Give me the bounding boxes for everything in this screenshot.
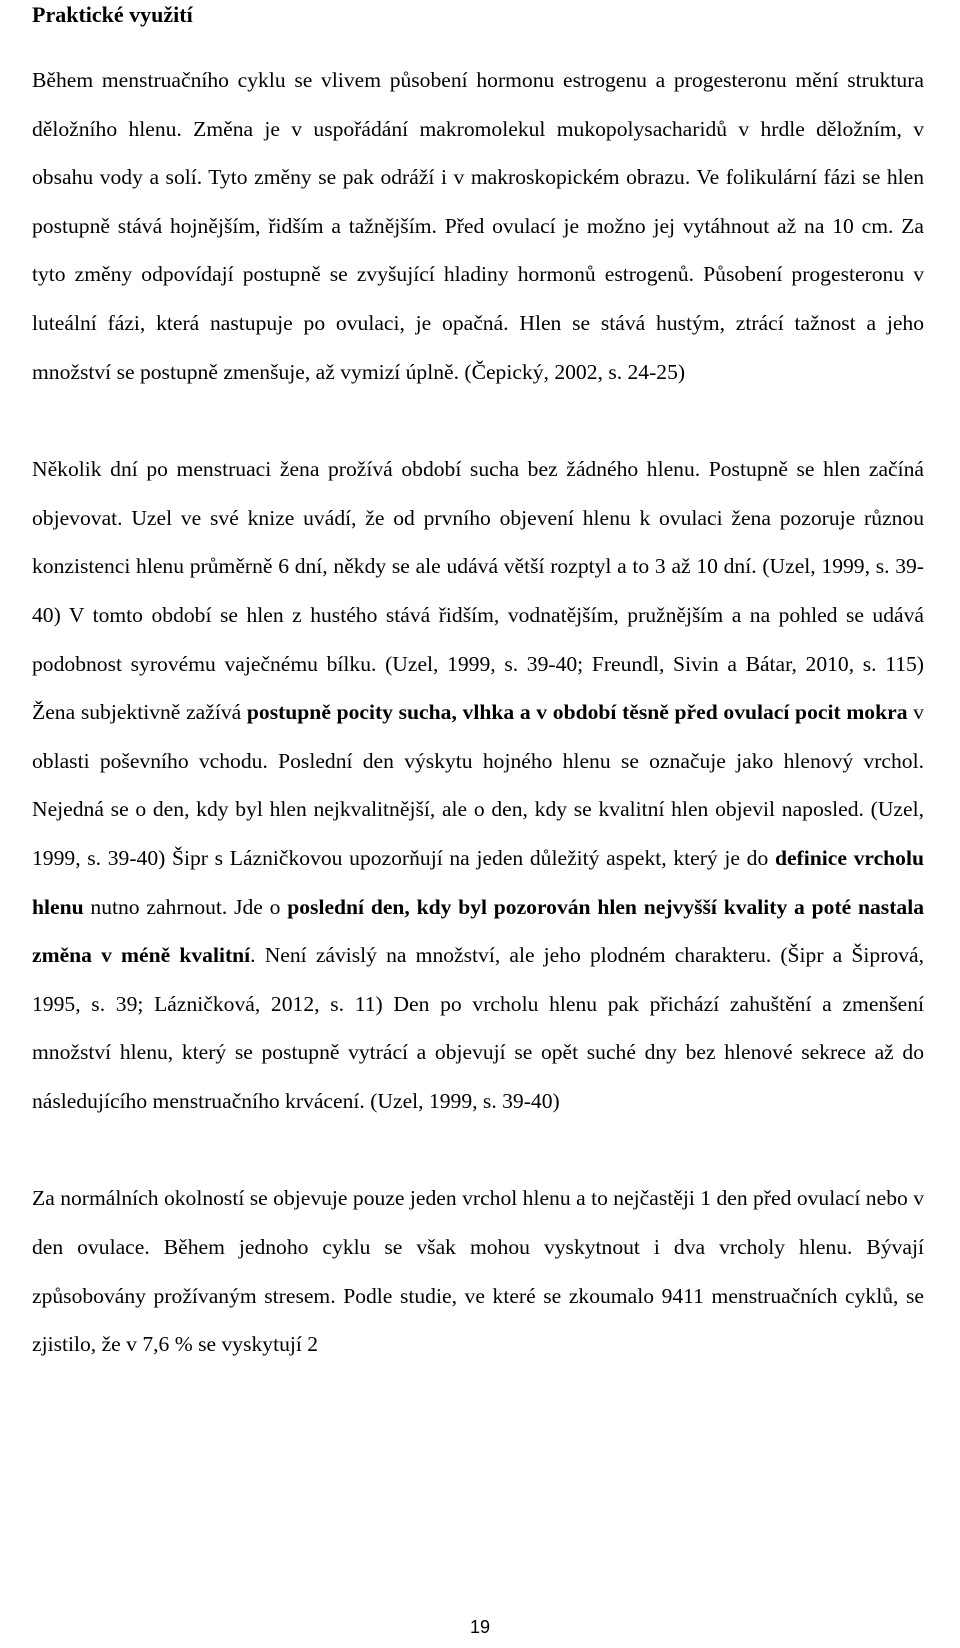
bold-emphasis: poslední den, kdy byl pozorován hlen nejvyšší kvality a poté nastala změna v méně kvalitní [32,894,924,968]
paragraph-text: nutno zahrnout. Jde o [83,894,288,919]
section-heading: Praktické využití [32,2,193,27]
paragraph-text: Několik dní po menstruaci žena prožívá období sucha bez žádného hlenu. Postupně se hlen začíná objevovat. Uzel ve své knize uvádí, že od prvního objevení hlenu k ovulaci žena pozoruje různou konzistenci hlenu průměrně 6 dní, někdy se ale udává větší rozptyl a to 3 až 10 dní. (Uzel, 1999, s. 39-40) V tomto období se hlen z hustého stává řidším, vodnatějším, pružnějším a na pohled se udává podobnost syrovému vaječnému bílku. (Uzel, 1999, s. 39-40; Freundl, Sivin a Bátar, 2010, s. 115) Žena subjektivně zažívá [32,457,924,725]
paragraph-text: . Není závislý na množství, ale jeho plodném charakteru. (Šipr a Šiprová, 1995, s. 39; Lázničková, 2012, s. 11) Den po vrcholu hlenu pak přichází zahuštění a zmenšení množství hlenu, který se postupně vytrácí a objevují se opět suché dny bez hlenové sekrece až do následujícího menstruačního krvácení. (Uzel, 1999, s. 39-40) [32,943,924,1113]
paragraph-mucus-cycle [32,445,924,1125]
paragraph-mucus-peaks: Za normálních okolností se objevuje pouze jeden vrchol hlenu a to nejčastěji 1 den před ovulací nebo v den ovulace. Během jednoho cyklu se však mohou vyskytnout i dva vrcholy hlenu. Bývají způsobovány prožívaným stresem. Podle studie, ve které se zkoumalo 9411 menstruačních cyklů, se zjistilo, že v 7,6 % se vyskytují 2 [32,1186,924,1357]
page-number: 19 [469,1617,491,1637]
paragraph-text: v oblasti poševního vchodu. Poslední den výskytu hojného hlenu se označuje jako hlenový vrchol. Nejedná se o den, kdy byl hlen nejkvalitnější, ale o den, kdy se kvalitní hlen objevil naposled. (Uzel, 1999, s. 39-40) Šipr s Lázničkovou upozorňují na jeden důležitý aspekt, který je do [32,700,924,870]
paragraph-hormonal-changes: Během menstruačního cyklu se vlivem působení hormonu estrogenu a progesteronu mění struktura děložního hlenu. Změna je v uspořádání makromolekul mukopolysacharidů v hrdle děložním, v obsahu vody a solí. Tyto změny se pak odráží i v makroskopickém obrazu. Ve folikulární fázi se hlen postupně stává hojnějším, řidším a tažnějším. Před ovulací je možno jej vytáhnout až na 10 cm. Za tyto změny odpovídají postupně se zvyšující hladiny hormonů estrogenů. Působení progesteronu v luteální fázi, která nastupuje po ovulaci, je opačná. Hlen se stává hustým, ztrácí tažnost a jeho množství se postupně zmenšuje, až vymizí úplně. (Čepický, 2002, s. 24-25) [32,68,924,384]
bold-emphasis: postupně pocity sucha, vlhka a v období těsně před ovulací pocit mokra [246,700,908,725]
bold-emphasis: definice vrcholu hlenu [32,845,924,919]
